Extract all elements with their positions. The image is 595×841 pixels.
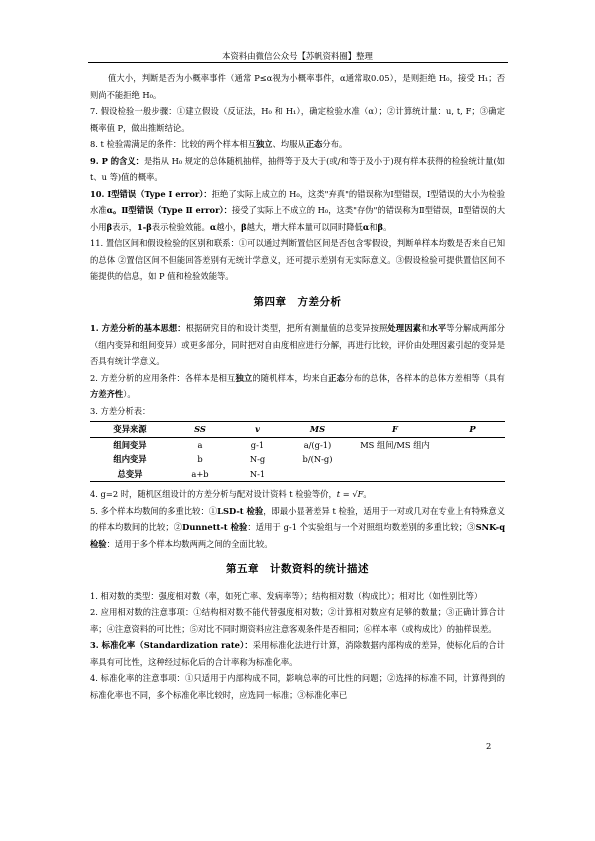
bold-term: β (241, 221, 247, 232)
text-span: 越小， (216, 221, 242, 232)
paragraph-3-10 (90, 186, 505, 236)
bold-term: 独立 (255, 139, 273, 149)
text-span: 分布。 (322, 139, 348, 149)
table-cell: MS 组间/MS 组内 (360, 439, 430, 450)
table-cell: a (197, 439, 203, 450)
text-span: 2. 方差分析的应用条件：各样本是相互 (90, 372, 236, 383)
table-cell (285, 467, 350, 482)
text-span: 表示检验效能。 (151, 221, 210, 232)
paragraph-3-8 (90, 136, 505, 153)
bold-term: 水平 (429, 323, 447, 333)
table-header-cell: MS (285, 422, 350, 438)
bold-term: α (106, 205, 114, 215)
bold-term: SNK-q 检验 (90, 522, 505, 549)
table-header-cell: SS (170, 422, 230, 438)
paragraph-4-2 (90, 370, 505, 403)
chapter-5-title: 第五章 计数资料的统计描述 (226, 563, 369, 575)
text-span: 拒绝了实际上成立的 H₀，这类"弃真"的错误称为Ⅰ型错误，Ⅰ型错误的大小为检验水准 (90, 188, 505, 215)
table-row (90, 467, 505, 482)
text-span: 的随机样本，均来自 (252, 372, 329, 383)
table-cell: b (197, 454, 203, 464)
paragraph-5-3 (90, 637, 505, 670)
table-header-cell: F (350, 422, 440, 438)
text-span: 、均服从 (272, 139, 306, 149)
bold-term: 正态 (305, 139, 323, 149)
text-span: 和 (421, 323, 430, 333)
bold-term: β (377, 221, 384, 232)
paragraph-5-1: 1. 相对数的类型：强度相对数（率，如死亡率、发病率等）；结构相对数（构成比）；相对比（如性别比等） (90, 590, 483, 601)
text-span: 根据研究目的和设计类型，把所有测量值的总变异按照 (185, 323, 388, 333)
bold-term: 9. P 的含义： (90, 155, 144, 166)
bold-term: 方差齐性 (90, 389, 124, 399)
paragraph-3-6-continued: 值大小，判断是否为小概率事件（通常 P≤α视为小概率事件，α通常取0.05），是则拒绝 H₀，接受 H₁；否则尚不能拒绝 H₀。 (90, 73, 505, 100)
page-content (90, 70, 505, 703)
page-number: 2 (486, 741, 492, 751)
paragraph-4-3: 3. 方差分析表： (90, 405, 151, 416)
text-span: 8. t 检验需满足的条件：比较的两个样本相互 (90, 139, 256, 149)
text-span: 5. 多个样本均数间的多重比较：① (90, 505, 218, 516)
text-span: 4. g=2 时，随机区组设计的方差分析与配对设计资料 t 检验等价， (90, 489, 337, 499)
table-cell: a/(g-1) (303, 439, 332, 450)
paragraph-3-7: 7. 假设检验一般步骤：①建立假设（反证法，H₀ 和 H₁），确定检验水准（α）；②计算统计量：u, t, F；③确定概率值 P，做出推断结论。 (90, 106, 505, 133)
table-row (90, 452, 505, 467)
table-cell (350, 452, 440, 467)
bold-term: 。Ⅱ型错误（Type Ⅱ error）： (113, 205, 232, 215)
anova-table (90, 421, 505, 482)
bold-term: 正态 (328, 372, 346, 383)
table-cell: 总变异 (90, 467, 170, 482)
table-cell: b/(N-g) (302, 454, 333, 464)
text-span: 。 (363, 489, 372, 499)
table-header-row (90, 422, 505, 438)
text-span: 和 (369, 221, 378, 232)
text-span: 。 (383, 221, 392, 232)
bold-term: 3. 标准化率（Standardization rate）： (90, 640, 253, 650)
text-span: 采用标准化法进行计算，消除数据内部构成的差异，使标化后的合计率具有可比性，这种经过标化后的合计率称为标准化率。 (90, 640, 505, 667)
table-cell: 组内变异 (113, 454, 147, 464)
text-span: 越大，增大样本量可以同时降低 (246, 221, 363, 232)
table-cell (440, 467, 505, 482)
text-span: 等分解成两部分（组内变异和组间变异）或更多部分，同时把对自由度相应进行分解，再进行比较，评价由处理因素引起的变异是否具有统计学意义。 (90, 323, 505, 366)
table-cell: 组间变异 (113, 439, 147, 450)
text-span: 分布的总体，各样本的总体方差相等（具有 (345, 372, 505, 383)
bold-term: α (209, 221, 217, 232)
text-span: ：适用于 g-1 个实验组与一个对照组均数差别的多重比较；③ (247, 522, 476, 532)
text-span: 表示， (112, 221, 138, 232)
text-span: ，即最小显著差异 t 检验，适用于一对或几对在专业上有特殊意义的样本均数间的比较；② (90, 505, 505, 532)
table-row (90, 437, 505, 452)
text-span: 接受了实际上不成立的 H₀，这类"存伪"的错误称为Ⅱ型错误，Ⅱ型错误的大小用 (90, 205, 505, 232)
bold-term: 1-β (137, 221, 152, 232)
bold-term: α (362, 221, 370, 232)
table-header-cell: v (230, 422, 285, 438)
table-cell (350, 467, 440, 482)
paragraph-4-4 (90, 486, 505, 503)
table-cell: N-g (249, 454, 266, 464)
chapter-4-title: 第四章 方差分析 (253, 295, 342, 308)
table-cell (440, 452, 505, 467)
bold-term: LSD-t 检验 (217, 505, 264, 516)
bold-term: 1. 方差分析的基本思想： (90, 323, 186, 333)
text-span: ：适用于多个样本均数两两之间的全面比较。 (106, 538, 273, 549)
page-header: 本资料由微信公众号【苏帆资料圈】整理 (222, 51, 373, 61)
paragraph-4-1 (90, 320, 505, 370)
table-header-cell: 变异来源 (90, 422, 170, 438)
paragraph-5-4: 4. 标准化率的注意事项：①只适用于内部构成不同，影响总率的可比性的问题；②选择的标准不同，计算得到的标准化率也不同，多个标准化率比较时，应选同一标准；③标准化率已 (90, 673, 505, 700)
bold-term: 处理因素 (387, 323, 422, 333)
table-cell: a+b (170, 467, 230, 482)
table-cell: N-1 (230, 467, 285, 482)
paragraph-4-5 (90, 503, 505, 553)
text-span: 是指从 H₀ 规定的总体随机抽样，抽得等于及大于(或/和等于及小于)现有样本获得的检验统计量(如 t、u 等)值的概率。 (90, 155, 505, 182)
bold-term: β (106, 221, 113, 232)
table-cell (440, 437, 505, 452)
paragraph-3-11: 11. 置信区间和假设检验的区别和联系：①可以通过判断置信区间是否包含零假设，判断单样本均数是否来自已知的总体 ②置信区间不但能回答差别有无统计学意义，还可提示差别有无实际意义。③假设检验可提供置信区间不能提供的信息，如 P 值和检验效能等。 (90, 238, 505, 281)
text-span: ）。 (123, 389, 136, 399)
formula: t = √F (336, 489, 364, 499)
table-header-cell: P (440, 422, 505, 438)
paragraph-3-9 (90, 153, 505, 186)
header-divider (88, 62, 508, 63)
paragraph-5-2: 2. 应用相对数的注意事项：①结构相对数不能代替强度相对数；②计算相对数应有足够的数量；③正确计算合计率；④注意资料的可比性；⑤对比不同时期资料应注意客观条件是否相同；⑥样本率（或构成比）的抽样误差。 (90, 607, 505, 634)
table-cell: g-1 (250, 439, 265, 450)
bold-term: 独立 (235, 372, 253, 383)
bold-term: Dunnett-t 检验 (182, 522, 248, 532)
bold-term: 10. Ⅰ型错误（Type Ⅰ error）： (90, 188, 212, 199)
